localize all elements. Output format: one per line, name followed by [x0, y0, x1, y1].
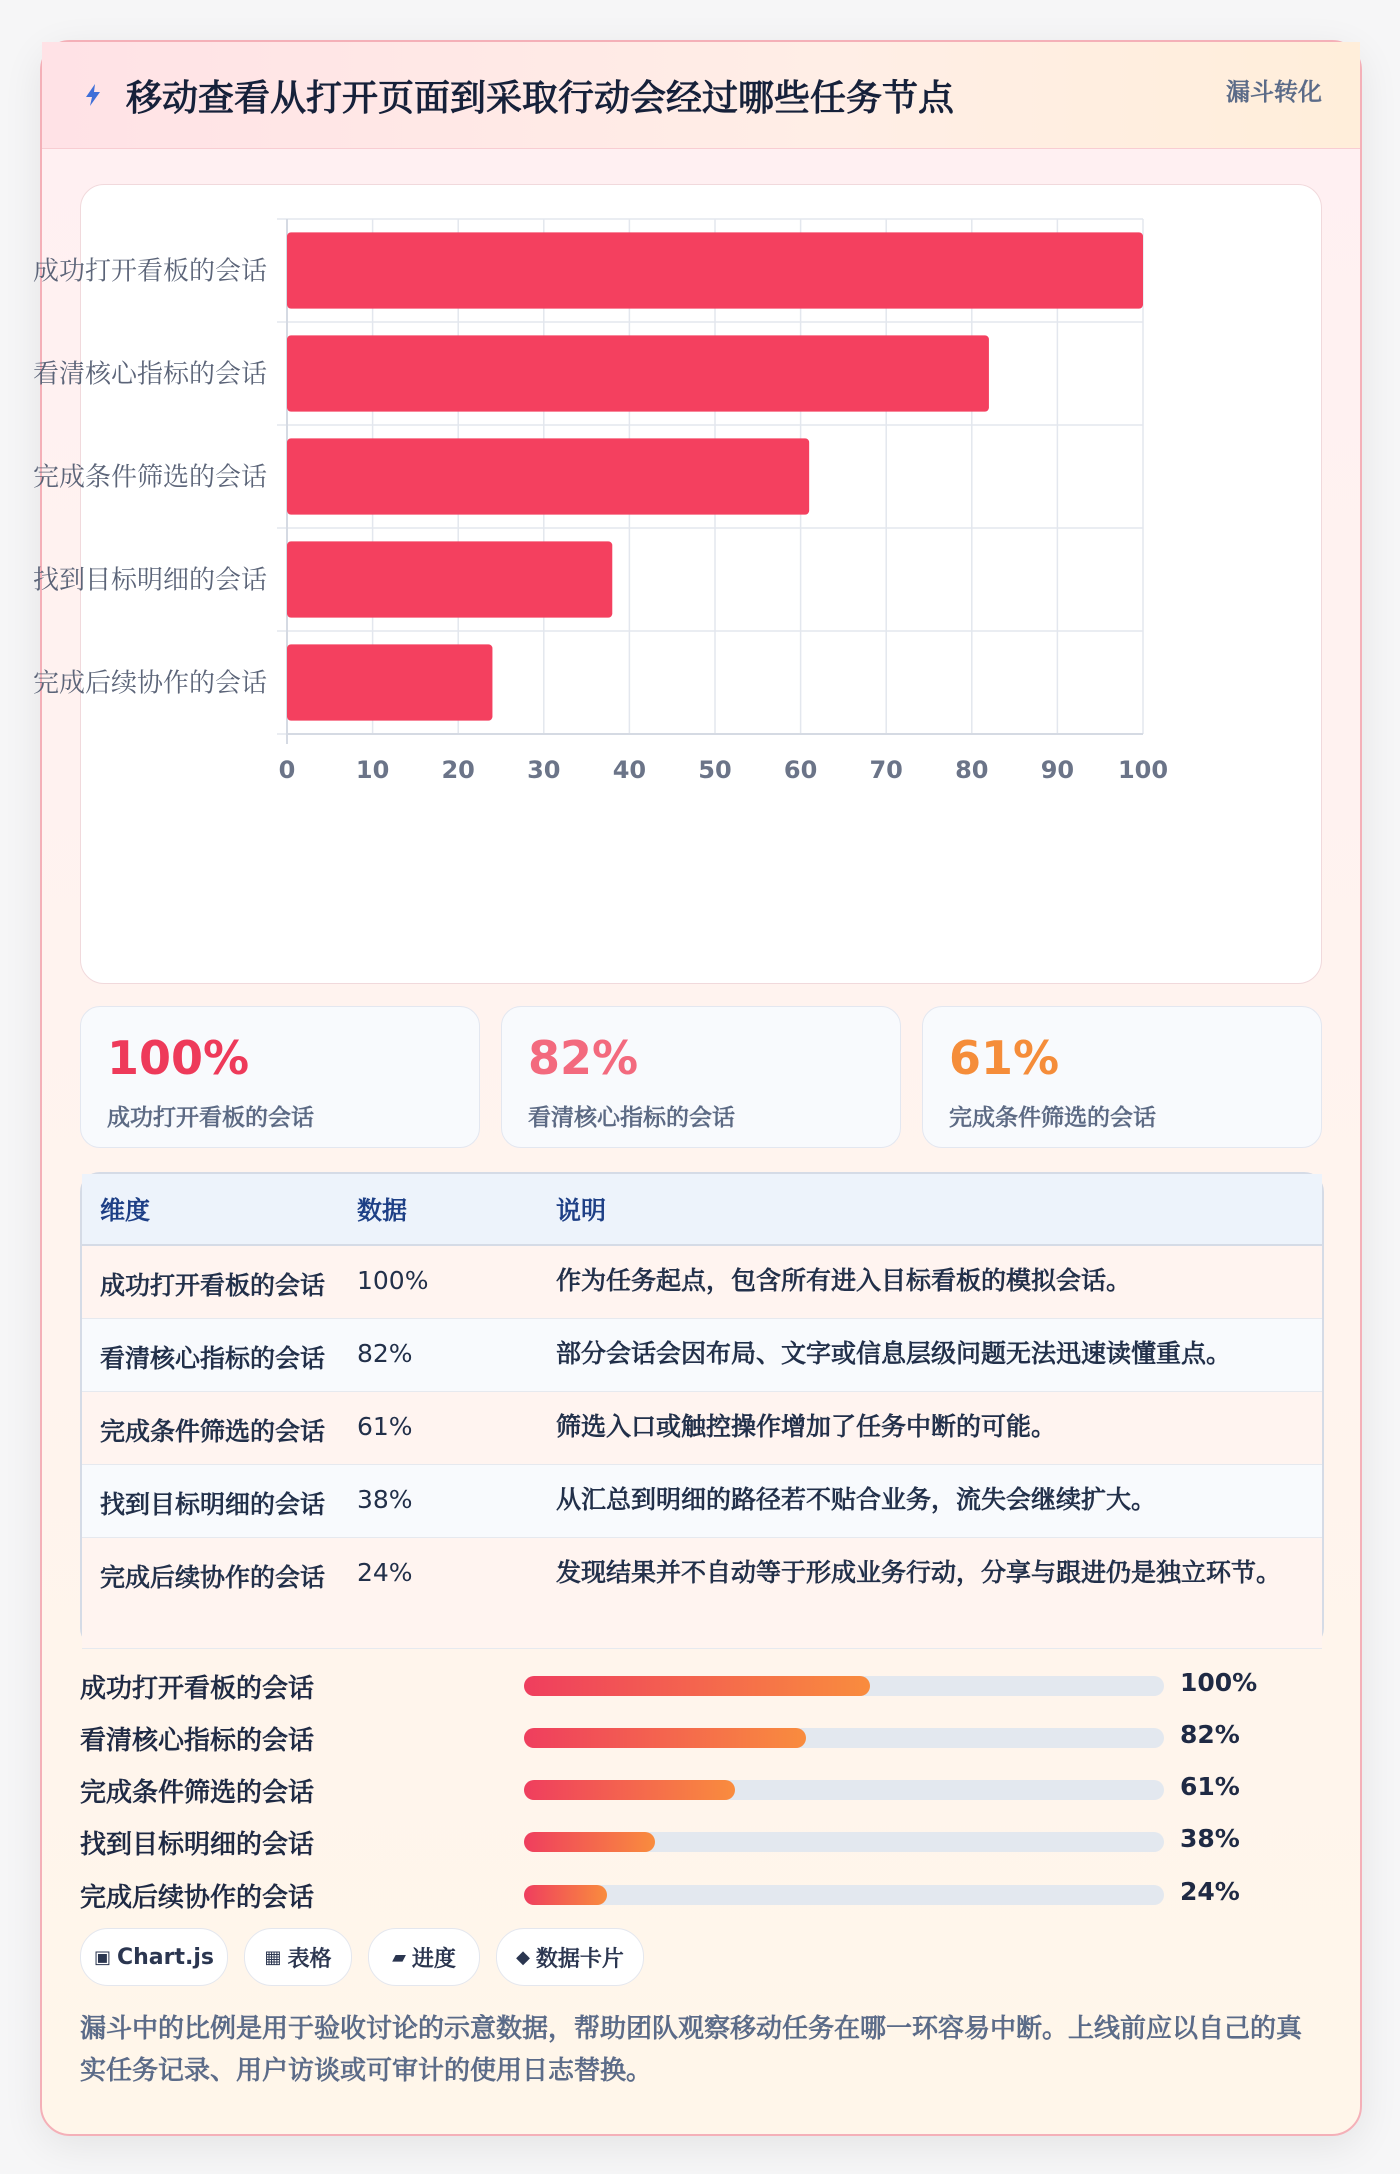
progress-fill [524, 1832, 655, 1852]
kpi-label: 看清核心指标的会话 [528, 1105, 735, 1131]
progress-track [524, 1832, 1164, 1852]
table-row [82, 1245, 1322, 1318]
x-tick-label: 90 [1040, 756, 1075, 784]
progress-row [80, 1877, 1320, 1913]
progress-track [524, 1780, 1164, 1800]
category-label: 找到目标明细的会话 [32, 565, 267, 596]
progress-track [524, 1728, 1164, 1748]
bar [287, 335, 989, 411]
cell-dimension: 完成条件筛选的会话 [82, 1391, 356, 1464]
cell-dimension: 成功打开看板的会话 [82, 1245, 356, 1318]
funnel-chart-panel [32, 184, 1322, 984]
cell-description: 部分会话会因布局、文字或信息层级问题无法迅速读懂重点。 [555, 1318, 1322, 1391]
funnel-bar-chart [32, 185, 1321, 983]
x-tick-label: 10 [355, 756, 390, 784]
category-tag: 漏斗转化 [1226, 78, 1322, 106]
kpi-value: 100% [107, 1031, 250, 1085]
bar [287, 232, 1143, 308]
chip-label: Chart.js [117, 1944, 215, 1970]
column-header-data: 数据 [356, 1174, 555, 1245]
cell-dimension: 完成后续协作的会话 [82, 1537, 356, 1648]
progress-fill [524, 1728, 806, 1748]
cell-description: 作为任务起点，包含所有进入目标看板的模拟会话。 [555, 1245, 1322, 1318]
progress-row [80, 1720, 1320, 1756]
chip-table[interactable] [244, 1928, 352, 1986]
category-label: 看清核心指标的会话 [32, 359, 267, 390]
dashboard-card [32, 40, 1362, 2136]
category-label: 完成后续协作的会话 [32, 668, 267, 699]
column-header-description: 说明 [555, 1174, 1322, 1245]
chip-label: 表格 [287, 1946, 332, 1972]
table-row [82, 1318, 1322, 1391]
column-header-dimension: 维度 [82, 1174, 356, 1245]
x-tick-label: 50 [698, 756, 732, 784]
kpi-card-1 [80, 1006, 480, 1148]
progress-track [524, 1676, 1164, 1696]
kpi-card-2 [501, 1006, 901, 1148]
x-tick-label: 40 [612, 756, 647, 784]
chart-icon: ▣ [93, 1946, 111, 1968]
x-tick-label: 80 [955, 756, 989, 784]
table-header-row [82, 1174, 1322, 1245]
progress-label: 成功打开看板的会话 [80, 1674, 315, 1704]
x-tick-label: 70 [869, 756, 903, 784]
bar [287, 644, 492, 720]
chip-progress[interactable] [368, 1928, 480, 1986]
bar [287, 438, 809, 514]
table-icon: ▦ [264, 1946, 282, 1968]
table-row [82, 1391, 1322, 1464]
card-header [42, 42, 1360, 149]
cell-value: 38% [356, 1464, 555, 1537]
kpi-value: 61% [949, 1031, 1060, 1085]
category-label: 成功打开看板的会话 [32, 256, 267, 287]
progress-label: 看清核心指标的会话 [80, 1726, 315, 1756]
kpi-label: 成功打开看板的会话 [107, 1105, 314, 1131]
cell-description: 筛选入口或触控操作增加了任务中断的可能。 [555, 1391, 1322, 1464]
cell-value: 61% [356, 1391, 555, 1464]
cell-value: 82% [356, 1318, 555, 1391]
progress-row [80, 1824, 1320, 1860]
cell-value: 100% [356, 1245, 555, 1318]
chip-chartjs[interactable] [80, 1928, 228, 1986]
progress-track [524, 1885, 1164, 1905]
footnote: 漏斗中的比例是用于验收讨论的示意数据，帮助团队观察移动任务在哪一环容易中断。上线前应以自己的真实任务记录、用户访谈或可审计的使用日志替换。 [80, 2014, 1303, 2086]
cell-dimension: 看清核心指标的会话 [82, 1318, 356, 1391]
progress-fill [524, 1885, 607, 1905]
kpi-value: 82% [528, 1031, 639, 1085]
cell-description: 发现结果并不自动等于形成业务行动，分享与跟进仍是独立环节。 [555, 1537, 1322, 1648]
progress-icon: ▰ [392, 1946, 406, 1968]
progress-value: 82% [1180, 1720, 1240, 1749]
x-tick-label: 100 [1117, 756, 1169, 784]
data-table [80, 1172, 1324, 1648]
chip-label: 数据卡片 [535, 1946, 624, 1972]
x-tick-label: 30 [527, 756, 561, 784]
progress-row [80, 1772, 1320, 1808]
chip-data-card[interactable] [496, 1928, 644, 1986]
cell-description: 从汇总到明细的路径若不贴合业务，流失会继续扩大。 [555, 1464, 1322, 1537]
chip-label: 进度 [411, 1946, 456, 1972]
progress-label: 找到目标明细的会话 [80, 1830, 315, 1860]
table-row [82, 1464, 1322, 1537]
table-row [82, 1537, 1322, 1648]
progress-fill [524, 1676, 870, 1696]
cell-value: 24% [356, 1537, 555, 1648]
progress-fill [524, 1780, 735, 1800]
progress-value: 38% [1180, 1824, 1240, 1853]
progress-value: 100% [1180, 1668, 1258, 1697]
x-tick-label: 0 [278, 756, 296, 784]
x-tick-label: 60 [783, 756, 818, 784]
x-tick-label: 20 [441, 756, 475, 784]
category-label: 完成条件筛选的会话 [32, 462, 267, 493]
progress-value: 61% [1180, 1772, 1240, 1801]
page-title: 移动查看从打开页面到采取行动会经过哪些任务节点 [126, 78, 955, 119]
progress-label: 完成条件筛选的会话 [80, 1778, 315, 1808]
lightning-icon [82, 82, 104, 108]
kpi-label: 完成条件筛选的会话 [949, 1105, 1156, 1131]
bar [287, 541, 612, 617]
progress-label: 完成后续协作的会话 [80, 1883, 315, 1913]
card-icon: ◆ [516, 1946, 530, 1968]
progress-row [80, 1668, 1320, 1704]
progress-value: 24% [1180, 1877, 1240, 1906]
cell-dimension: 找到目标明细的会话 [82, 1464, 356, 1537]
kpi-card-3 [922, 1006, 1322, 1148]
